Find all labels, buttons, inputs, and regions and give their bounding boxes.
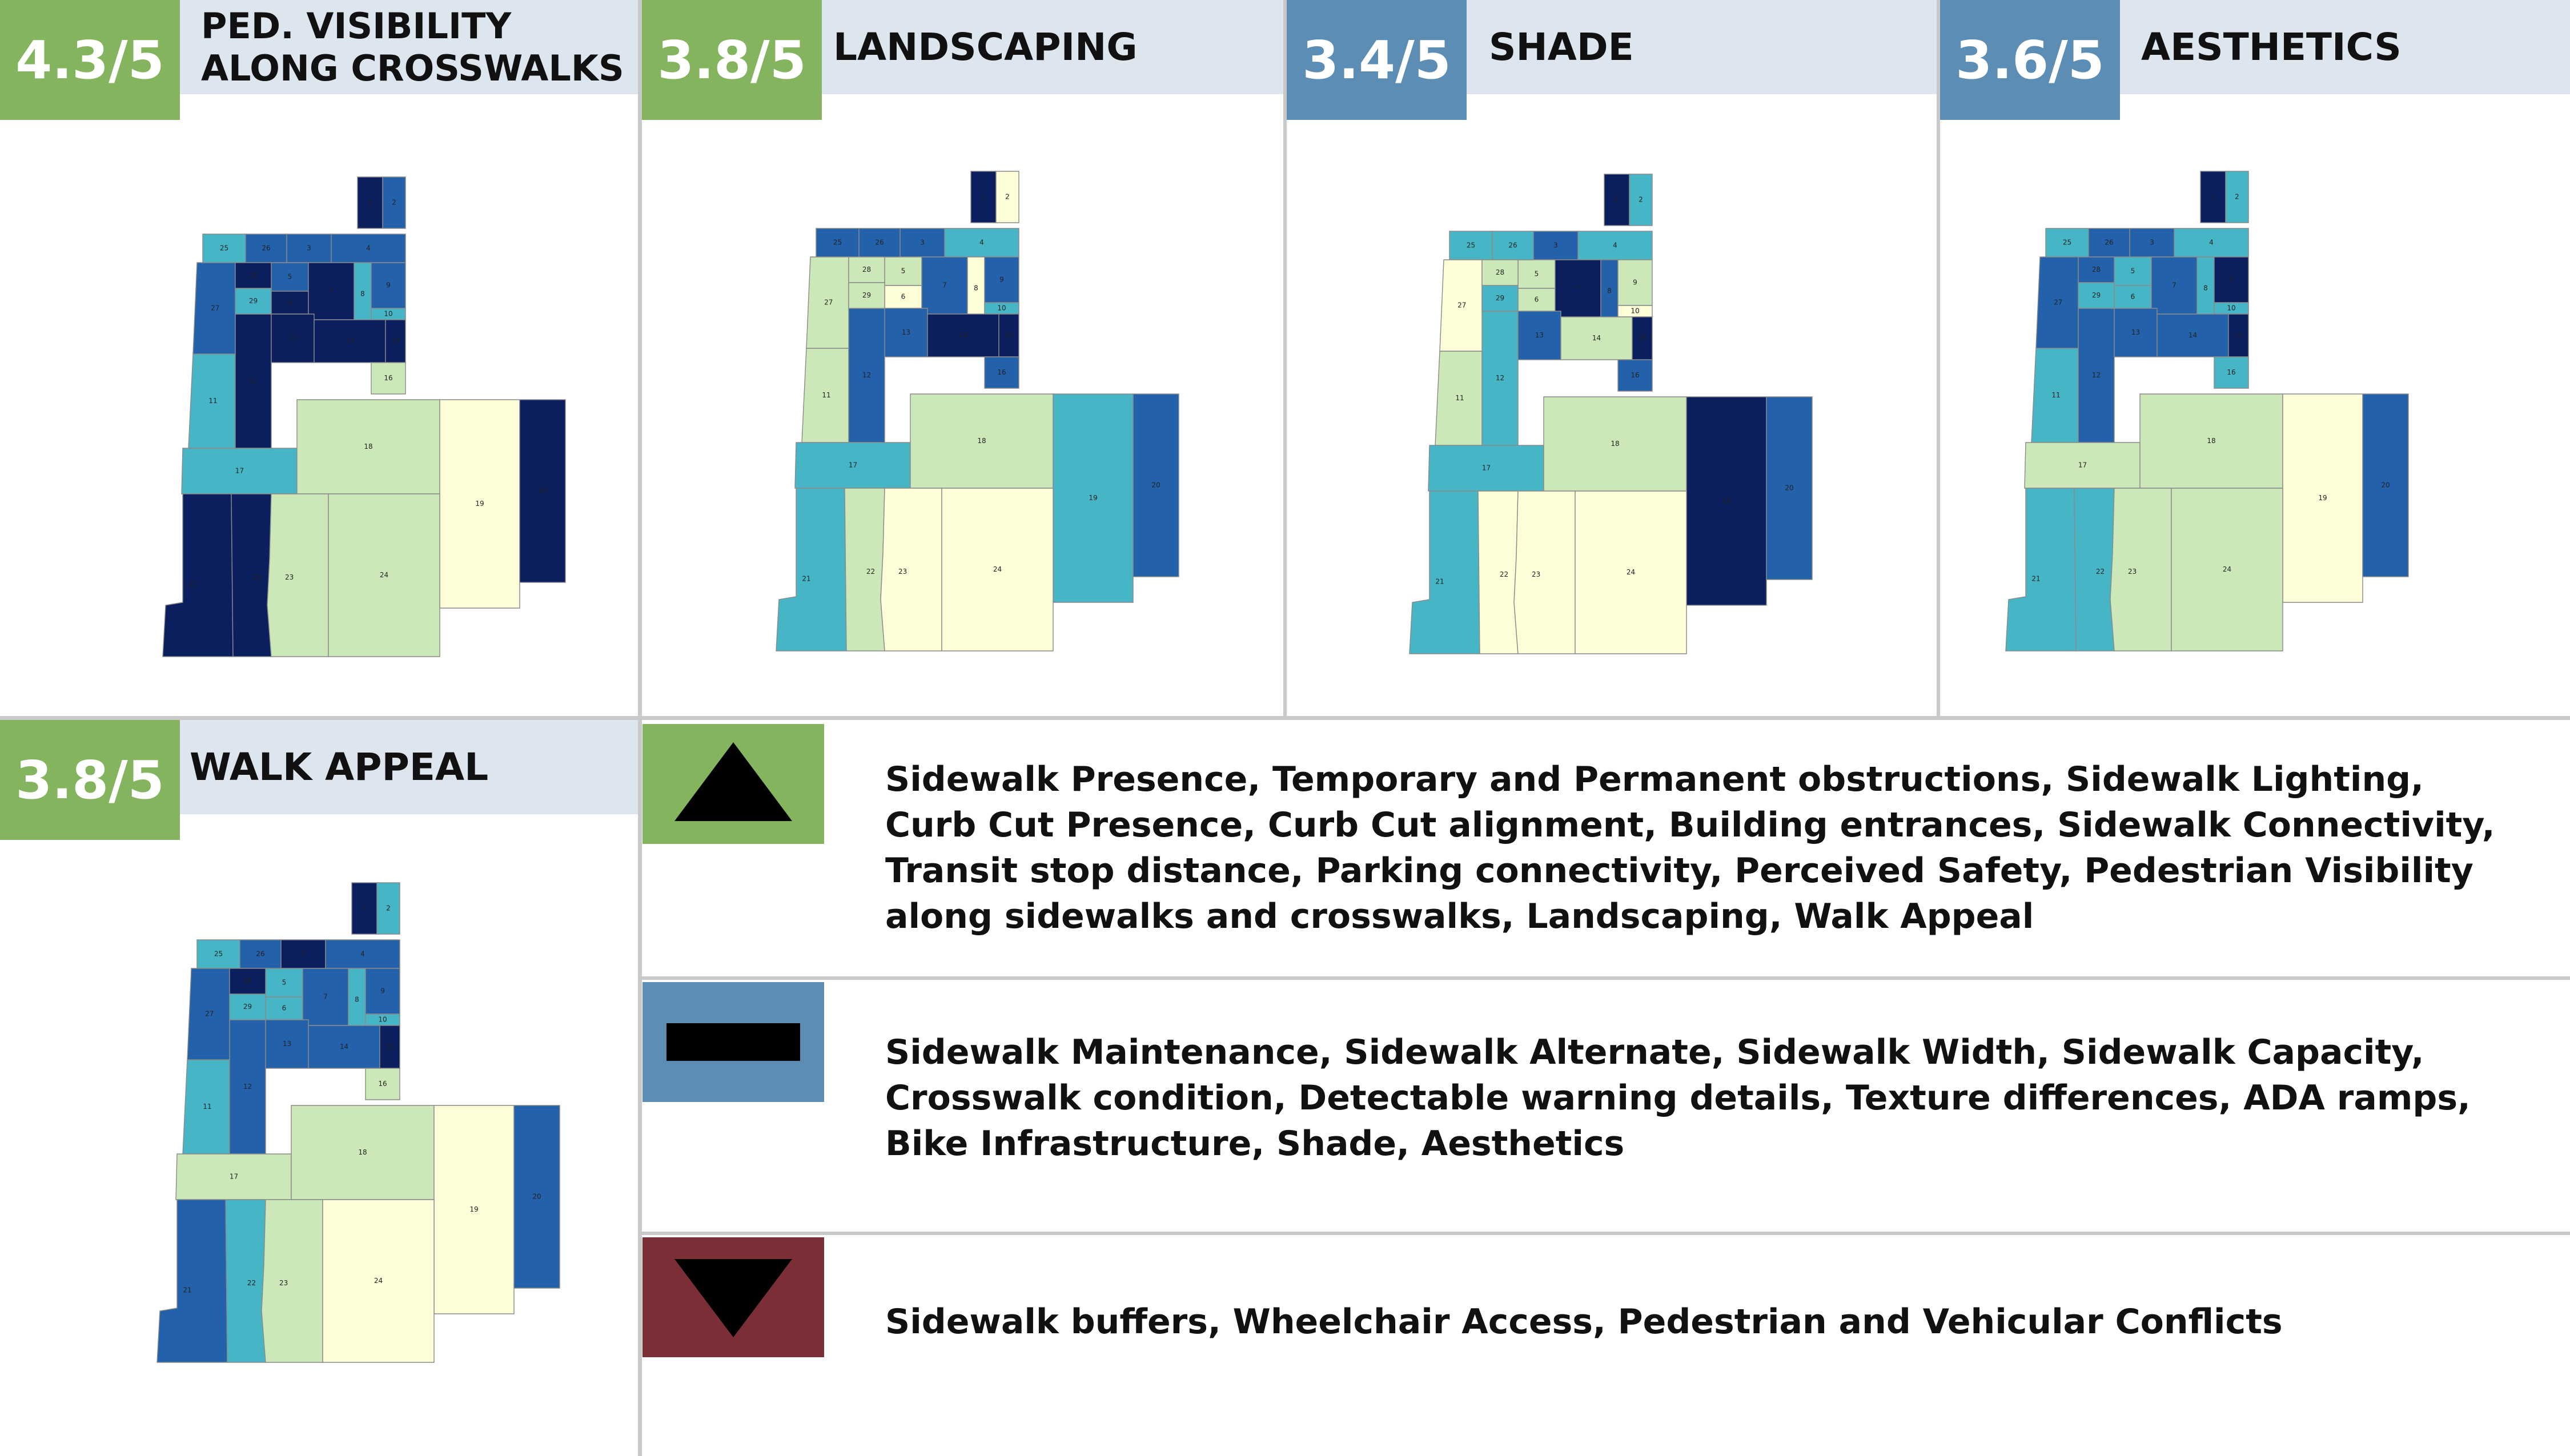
zone-label: 3 bbox=[307, 244, 311, 252]
zone-label: 10 bbox=[1631, 307, 1640, 315]
zone-label: 12 bbox=[862, 371, 872, 379]
zone-22 bbox=[1478, 491, 1518, 654]
panel-title: SHADE bbox=[1489, 25, 1634, 69]
zone-23 bbox=[881, 488, 942, 651]
zone-label: 13 bbox=[2131, 328, 2141, 336]
zone-label: 16 bbox=[2227, 368, 2236, 376]
zone-label: 22 bbox=[2095, 568, 2105, 576]
panel-landscaping bbox=[642, 0, 1283, 716]
zone-label: 21 bbox=[802, 574, 811, 583]
zone-label: 18 bbox=[977, 437, 986, 445]
zone-label: 26 bbox=[875, 238, 884, 247]
zone-label: 4 bbox=[366, 244, 371, 252]
score-badge: 3.8/5 bbox=[642, 0, 822, 120]
zone-label: 22 bbox=[247, 1279, 256, 1288]
zone-map bbox=[148, 877, 571, 1368]
zone-label: 1 bbox=[362, 904, 367, 912]
zone-label: 10 bbox=[384, 309, 393, 318]
zone-21 bbox=[157, 1200, 227, 1362]
zone-label: 29 bbox=[1495, 294, 1505, 302]
zone-23 bbox=[262, 1200, 323, 1362]
zone-label: 26 bbox=[256, 950, 265, 958]
zone-label: 24 bbox=[1626, 568, 1636, 576]
zone-label: 9 bbox=[380, 987, 385, 995]
divider bbox=[642, 1232, 2570, 1235]
zone-label: 5 bbox=[2130, 267, 2135, 275]
zone-label: 23 bbox=[2128, 568, 2137, 576]
zone-label: 15 bbox=[2234, 331, 2243, 339]
zone-label: 13 bbox=[282, 1040, 292, 1048]
zone-label: 4 bbox=[979, 238, 984, 247]
zone-label: 7 bbox=[2172, 281, 2177, 289]
zone-label: 16 bbox=[1631, 371, 1640, 379]
legend-neutral-box bbox=[642, 982, 824, 1102]
zone-label: 11 bbox=[1455, 394, 1464, 402]
zone-21 bbox=[1410, 491, 1480, 654]
score-badge: 3.4/5 bbox=[1287, 0, 1467, 120]
score-badge: 3.6/5 bbox=[1940, 0, 2120, 120]
dash-icon bbox=[642, 982, 824, 1102]
zone-label: 16 bbox=[384, 374, 393, 382]
zone-label: 3 bbox=[2150, 238, 2154, 247]
panel-title-line: ALONG CROSSWALKS bbox=[201, 47, 624, 89]
zone-label: 6 bbox=[287, 298, 292, 307]
zone-label: 4 bbox=[360, 950, 365, 958]
zone-map bbox=[768, 166, 1190, 657]
zone-label: 28 bbox=[1495, 268, 1505, 276]
zone-label: 11 bbox=[2051, 391, 2061, 399]
zone-label: 9 bbox=[386, 281, 391, 289]
zone-label: 21 bbox=[188, 580, 198, 589]
zone-label: 5 bbox=[901, 267, 906, 275]
zone-label: 9 bbox=[999, 275, 1004, 284]
zone-22 bbox=[845, 488, 885, 651]
divider bbox=[638, 0, 642, 1456]
zone-map bbox=[1997, 166, 2420, 657]
zone-label: 23 bbox=[1532, 570, 1541, 579]
zone-label: 8 bbox=[360, 289, 365, 298]
zone-label: 12 bbox=[248, 377, 258, 385]
zone-23 bbox=[2110, 488, 2171, 651]
zone-label: 4 bbox=[2209, 238, 2214, 247]
zone-label: 20 bbox=[538, 486, 547, 495]
panel-title bbox=[201, 0, 624, 94]
zone-label: 26 bbox=[262, 244, 271, 252]
zone-label: 14 bbox=[339, 1043, 349, 1051]
panel-title: WALK APPEAL bbox=[190, 745, 489, 789]
zone-map bbox=[154, 171, 577, 662]
zone-label: 4 bbox=[1613, 241, 1617, 250]
zone-label: 29 bbox=[2091, 291, 2101, 299]
zone-label: 29 bbox=[248, 297, 258, 305]
zone-label: 19 bbox=[1089, 494, 1098, 502]
zone-label: 14 bbox=[1592, 334, 1601, 342]
zone-label: 24 bbox=[993, 565, 1002, 573]
zone-label: 3 bbox=[301, 950, 306, 958]
panel-title: LANDSCAPING bbox=[833, 25, 1138, 69]
zone-label: 15 bbox=[385, 1043, 395, 1051]
zone-label: 12 bbox=[243, 1083, 252, 1091]
legend-negative-box bbox=[642, 1237, 824, 1357]
zone-label: 8 bbox=[1607, 287, 1612, 295]
zone-23 bbox=[1514, 491, 1575, 654]
zone-label: 25 bbox=[219, 244, 229, 252]
zone-label: 5 bbox=[1534, 270, 1539, 278]
panel-shade bbox=[1287, 0, 1937, 716]
zone-label: 17 bbox=[1481, 464, 1491, 472]
panel-ped-visibility bbox=[0, 0, 638, 716]
score-badge: 4.3/5 bbox=[0, 0, 180, 120]
zone-label: 7 bbox=[329, 287, 334, 295]
zone-label: 6 bbox=[282, 1004, 287, 1012]
zone-label: 17 bbox=[229, 1172, 239, 1181]
divider bbox=[642, 976, 2570, 980]
zone-label: 22 bbox=[252, 573, 262, 582]
zone-label: 13 bbox=[288, 334, 298, 342]
zone-22 bbox=[226, 1200, 266, 1362]
zone-label: 15 bbox=[391, 337, 400, 345]
zone-label: 27 bbox=[1457, 301, 1467, 309]
zone-label: 24 bbox=[379, 571, 389, 579]
zone-label: 1 bbox=[2211, 192, 2215, 201]
zone-label: 14 bbox=[2188, 331, 2198, 339]
triangle-down-icon bbox=[642, 1237, 824, 1357]
zone-label: 7 bbox=[942, 281, 947, 289]
zone-label: 7 bbox=[1576, 284, 1580, 292]
zone-label: 18 bbox=[364, 443, 373, 451]
zone-label: 17 bbox=[235, 466, 244, 475]
zone-label: 21 bbox=[183, 1286, 192, 1294]
zone-label: 5 bbox=[287, 272, 292, 281]
zone-map bbox=[1401, 168, 1824, 659]
zone-label: 21 bbox=[2031, 574, 2041, 583]
zone-label: 2 bbox=[392, 198, 396, 207]
zone-label: 10 bbox=[997, 304, 1006, 312]
zone-22 bbox=[2074, 488, 2114, 651]
zone-label: 27 bbox=[2054, 298, 2063, 307]
zone-label: 23 bbox=[898, 568, 907, 576]
zone-label: 22 bbox=[866, 568, 876, 576]
zone-label: 18 bbox=[358, 1148, 367, 1156]
zone-label: 27 bbox=[824, 298, 833, 307]
zone-21 bbox=[2006, 488, 2076, 651]
zone-label: 3 bbox=[920, 238, 925, 247]
zone-label: 25 bbox=[1466, 241, 1476, 250]
zone-label: 1 bbox=[368, 198, 372, 207]
zone-label: 17 bbox=[848, 461, 858, 469]
zone-label: 20 bbox=[1785, 484, 1794, 492]
panel-title-line: PED. VISIBILITY bbox=[201, 5, 512, 47]
zone-label: 11 bbox=[203, 1103, 212, 1111]
zone-label: 3 bbox=[1553, 241, 1558, 250]
zone-label: 28 bbox=[243, 977, 252, 985]
zone-label: 6 bbox=[2130, 292, 2135, 301]
triangle-up-icon bbox=[642, 724, 824, 844]
zone-label: 27 bbox=[211, 304, 220, 312]
legend-positive-box bbox=[642, 724, 824, 844]
zone-22 bbox=[231, 494, 271, 657]
zone-label: 24 bbox=[2222, 565, 2232, 573]
panel-walk-appeal bbox=[0, 720, 638, 1456]
score-badge: 3.8/5 bbox=[0, 720, 180, 840]
legend-negative-text: Sidewalk buffers, Wheelchair Access, Pedestrian and Vehicular Conflicts bbox=[885, 1302, 2283, 1342]
zone-label: 15 bbox=[1637, 334, 1647, 342]
legend-positive-text: Sidewalk Presence, Temporary and Permanent obstructions, Sidewalk Lighting, Curb Cut Presence, Curb Cut alignment, Building entrances, Sidewalk Connectivity, Transit stop distance, Parking connectivity, Perceived Safety, Pedestrian Visibility along sidewalks and crosswalks, Landscaping, Walk Appeal bbox=[885, 759, 2495, 936]
zone-label: 19 bbox=[1722, 497, 1731, 505]
zone-label: 13 bbox=[901, 328, 911, 336]
panel-aesthetics bbox=[1940, 0, 2570, 716]
zone-label: 10 bbox=[2227, 304, 2236, 312]
zone-label: 22 bbox=[1499, 570, 1509, 579]
zone-label: 28 bbox=[862, 266, 872, 273]
zone-label: 6 bbox=[901, 292, 906, 301]
zone-label: 5 bbox=[282, 978, 287, 987]
zone-label: 28 bbox=[248, 271, 258, 279]
zone-label: 10 bbox=[378, 1015, 387, 1024]
zone-label: 14 bbox=[345, 337, 355, 345]
zone-label: 15 bbox=[1004, 331, 1014, 339]
zone-label: 12 bbox=[1495, 374, 1505, 382]
zone-21 bbox=[163, 494, 233, 657]
zone-label: 26 bbox=[1508, 241, 1517, 250]
zone-label: 23 bbox=[285, 573, 294, 582]
zone-label: 9 bbox=[1633, 278, 1637, 287]
divider bbox=[0, 716, 2570, 720]
zone-label: 26 bbox=[2105, 238, 2114, 247]
zone-label: 18 bbox=[2207, 437, 2216, 445]
zone-label: 2 bbox=[2235, 192, 2239, 201]
zone-label: 1 bbox=[1615, 195, 1619, 204]
zone-label: 25 bbox=[214, 950, 223, 958]
zone-label: 2 bbox=[386, 904, 391, 912]
zone-label: 25 bbox=[833, 238, 842, 247]
zone-label: 21 bbox=[1435, 577, 1444, 586]
zone-label: 28 bbox=[2091, 266, 2101, 273]
zone-label: 20 bbox=[1151, 481, 1160, 489]
zone-label: 29 bbox=[243, 1003, 252, 1011]
zone-label: 23 bbox=[279, 1279, 288, 1288]
zone-label: 8 bbox=[355, 995, 359, 1004]
zone-label: 24 bbox=[374, 1277, 383, 1285]
zone-label: 19 bbox=[2318, 494, 2327, 502]
zone-label: 8 bbox=[2203, 284, 2208, 292]
zone-label: 14 bbox=[958, 331, 968, 339]
zone-label: 11 bbox=[208, 397, 218, 405]
zone-label: 1 bbox=[981, 192, 986, 201]
zone-label: 19 bbox=[475, 500, 484, 508]
zone-label: 17 bbox=[2078, 461, 2087, 469]
zone-label: 16 bbox=[378, 1080, 387, 1088]
zone-label: 2 bbox=[1005, 192, 1010, 201]
legend-neutral-text: Sidewalk Maintenance, Sidewalk Alternate, Sidewalk Width, Sidewalk Capacity, Crosswalk condition, Detectable warning details, Texture differences, ADA ramps, Bike Infrastructure, Shade, Aesthetics bbox=[885, 1032, 2471, 1164]
zone-label: 8 bbox=[974, 284, 978, 292]
zone-label: 7 bbox=[323, 992, 328, 1001]
zone-21 bbox=[776, 488, 846, 651]
zone-label: 25 bbox=[2062, 238, 2072, 247]
zone-label: 11 bbox=[822, 391, 831, 399]
zone-label: 20 bbox=[532, 1192, 541, 1201]
zone-label: 20 bbox=[2381, 481, 2390, 489]
zone-label: 29 bbox=[862, 291, 872, 299]
zone-label: 2 bbox=[1639, 195, 1643, 204]
zone-label: 19 bbox=[469, 1205, 479, 1213]
zone-label: 27 bbox=[205, 1009, 214, 1018]
zone-label: 18 bbox=[1611, 440, 1620, 448]
zone-label: 9 bbox=[2229, 275, 2234, 284]
zone-label: 16 bbox=[997, 368, 1006, 376]
zone-23 bbox=[267, 494, 328, 657]
zone-label: 13 bbox=[1535, 331, 1544, 339]
zone-label: 6 bbox=[1534, 295, 1539, 304]
panel-title: AESTHETICS bbox=[2141, 25, 2402, 69]
zone-label: 12 bbox=[2091, 371, 2101, 379]
